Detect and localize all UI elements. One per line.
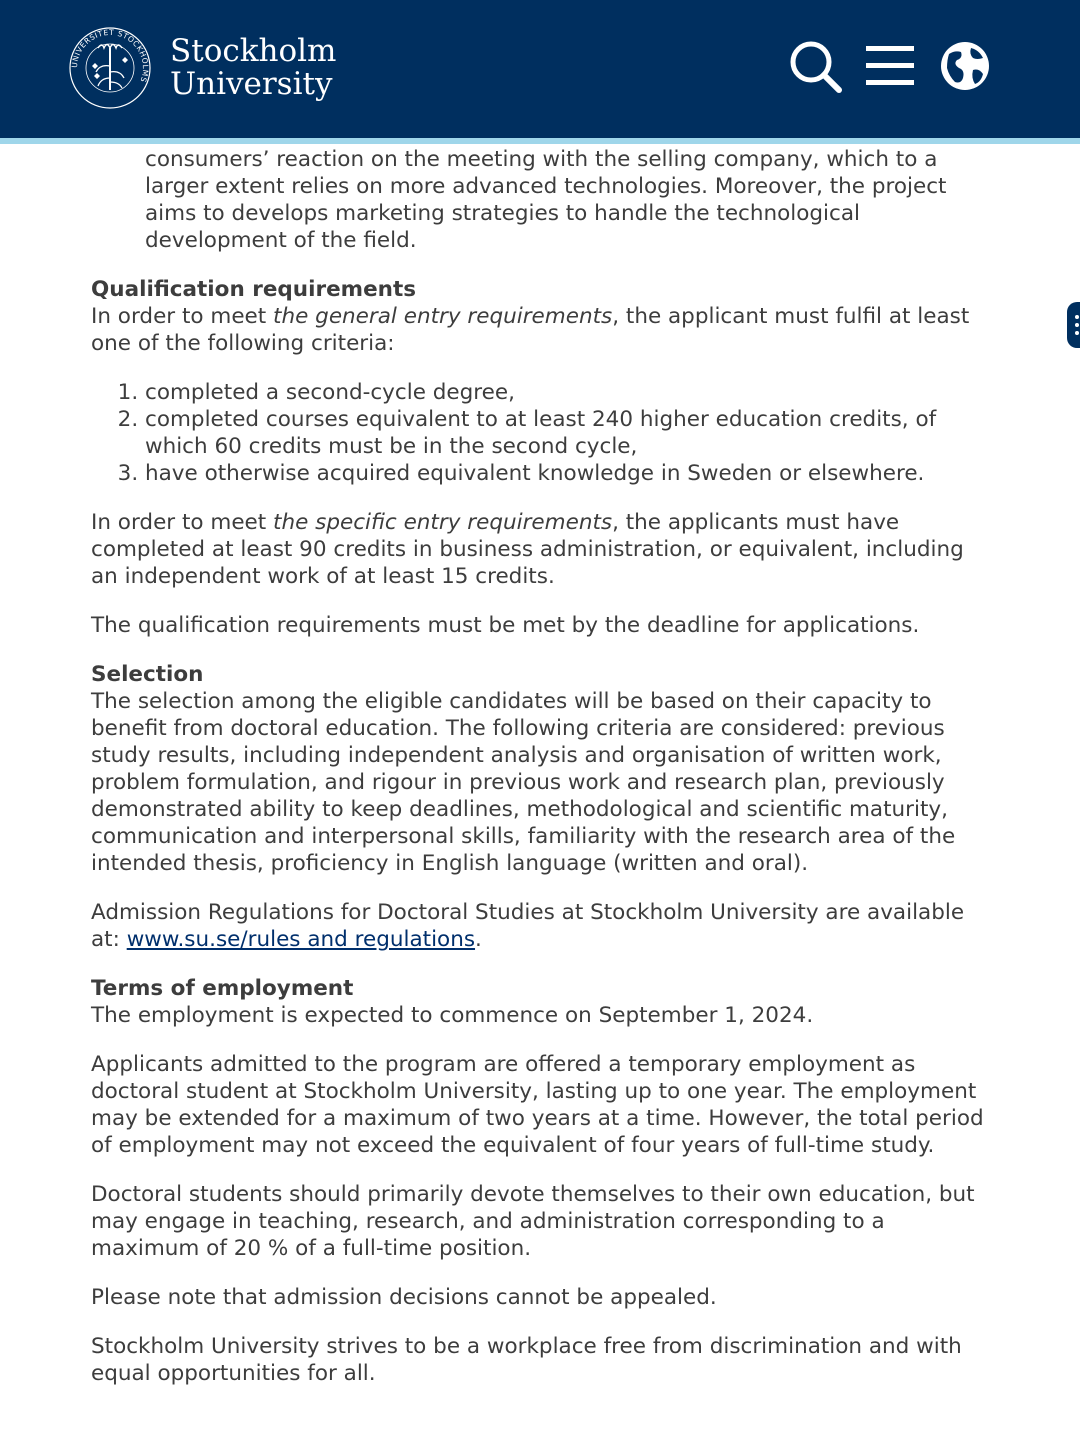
selection-section	[91, 661, 986, 953]
appeal-text: Please note that admission decisions cannot be appealed.	[91, 1285, 717, 1310]
job-description	[91, 146, 986, 1409]
list-item: 1. completed a second-cycle degree,	[145, 379, 986, 406]
general-requirements-text: In order to meet the general entry requirements, the applicant must fulfil at least one of the following criteria:	[91, 304, 970, 356]
selection-heading: Selection	[91, 662, 204, 687]
criteria-list	[91, 379, 986, 487]
header-accent-line	[0, 138, 1080, 144]
terms-heading: Terms of employment	[91, 976, 354, 1001]
temporary-employment-text: Applicants admitted to the program are offered a temporary employment as doctoral student at Stockholm University, lasting up to one year. The employment may be extended for a maximum of two years at a time. However, the total period of employment may not exceed the equivalent of four years of full-time study.	[91, 1052, 984, 1158]
logo-line-2: University	[170, 66, 333, 102]
list-item: 3. have otherwise acquired equivalent knowledge in Sweden or elsewhere.	[145, 460, 986, 487]
terms-section	[91, 975, 986, 1387]
qualification-section	[91, 276, 986, 639]
commence-text: The employment is expected to commence on September 1, 2024.	[91, 1003, 814, 1028]
list-item: 2. completed courses equivalent to at least 240 higher education credits, of which 60 credits must be in the second cycle,	[145, 406, 986, 460]
side-feedback-tab[interactable]	[1067, 302, 1080, 348]
side-tab-dot-icon	[1075, 315, 1079, 319]
selection-text: The selection among the eligible candidates will be based on their capacity to benefit from doctoral education. The following criteria are considered: previous study results, including independent analysis and organisation of written work, problem formulation, and rigour in previous work and research plan, previously demonstrated ability to keep deadlines, methodological and scientific maturity, communication and interpersonal skills, familiarity with the research area of the intended thesis, proficiency in English language (written and oral).	[91, 689, 956, 876]
deadline-text: The qualification requirements must be met by the deadline for applications.	[91, 613, 920, 638]
side-tab-dot-icon	[1075, 331, 1079, 335]
globe-icon[interactable]	[937, 38, 993, 94]
seal-text: UNIVERSITET STOCKHOLMS	[69, 27, 151, 84]
search-icon[interactable]	[787, 38, 843, 94]
logo-line-1: Stockholm	[170, 33, 337, 69]
devote-text: Doctoral students should primarily devote themselves to their own education, but may engage in teaching, research, and administration corresponding to a maximum of 20 % of a full-time position.	[91, 1182, 975, 1261]
admission-regulations-text: Admission Regulations for Doctoral Studies at Stockholm University are available at: www.su.se/rules and regulations.	[91, 900, 965, 952]
site-header	[0, 0, 1080, 138]
menu-icon[interactable]	[862, 38, 918, 94]
specific-requirements-text: In order to meet the specific entry requirements, the applicants must have completed at least 90 credits in business administration, or equivalent, including an independent work of at least 15 credits.	[91, 510, 964, 589]
project-description-continued: consumers’ reaction on the meeting with the selling company, which to a larger extent relies on more advanced technologies. Moreover, the project aims to develops marketing strategies to handle the technological development of the field.	[145, 147, 947, 253]
rules-regulations-link[interactable]: www.su.se/rules and regulations	[126, 927, 476, 952]
university-seal-icon	[68, 26, 152, 110]
university-logo[interactable]	[68, 26, 337, 110]
side-tab-dot-icon	[1075, 323, 1079, 327]
logo-wordmark	[170, 35, 336, 101]
qualification-heading: Qualification requirements	[91, 277, 417, 302]
equal-opportunities-text: Stockholm University strives to be a workplace free from discrimination and with equal opportunities for all.	[91, 1334, 962, 1386]
